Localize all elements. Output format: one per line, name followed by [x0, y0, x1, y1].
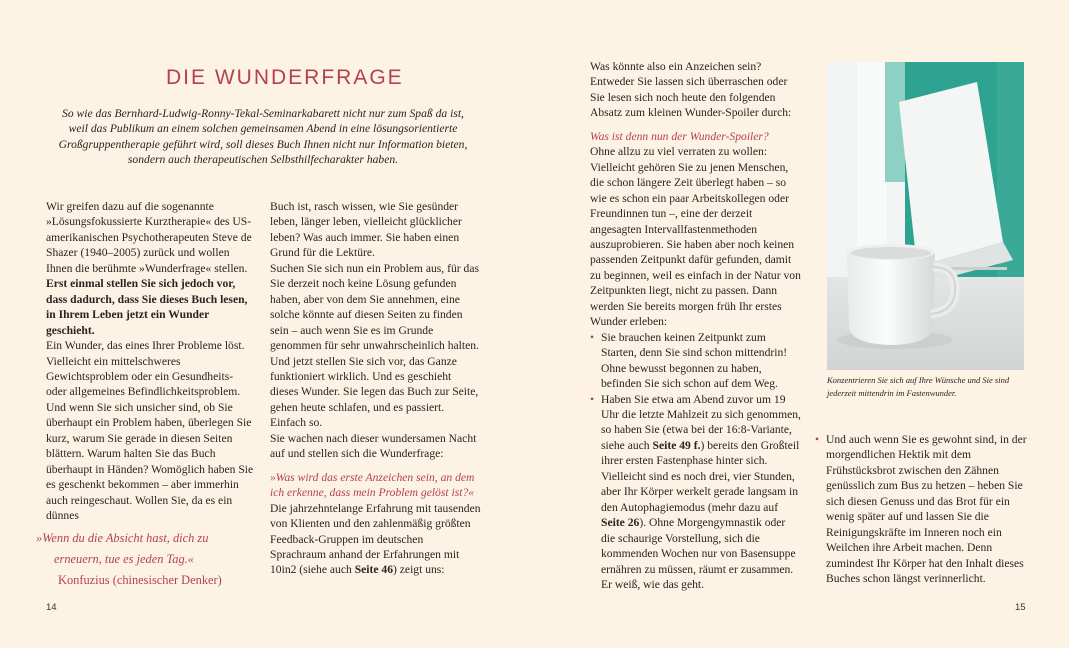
text-column-3 [590, 59, 802, 592]
page-number-right: 15 [1015, 602, 1026, 613]
coffee-cup-photo [827, 62, 1024, 370]
paragraph: Sie wachen nach dieser wundersamen Nacht auf und stellen sich die Wunderfrage: [270, 431, 477, 461]
photo-caption: Konzentrieren Sie sich auf Ihre Wünsche und Sie sind jederzeit mittendrin im Fastenwunder. [827, 375, 1010, 398]
bullet-list [815, 432, 1027, 587]
text-column-2 [270, 199, 482, 578]
question-highlight: »Was wird das erste Anzeichen sein, an dem ich erkenne, dass mein Problem gelöst ist?« [270, 470, 475, 500]
paragraph: Buch ist, rasch wissen, wie Sie gesünder leben, länger leben, vielleicht glücklicher leben? Was auch immer. Sie haben einen Grund für die Lektüre. [270, 200, 462, 260]
list-item: • Haben Sie etwa am Abend zuvor um 19 Uhr die letzte Mahlzeit zu sich genommen, so haben Sie (etwa bei der 16:8-Variante, siehe auch Seite 49 f.) bereits den Großteil ihrer ersten Fastenphase hinter sich. Vielleicht sind es noch drei, vier Stunden, aber Ihr Körper werkelt gerade langsam in den Autophagiemodus (mehr dazu auf Seite 26). Ohne Morgengymnastik oder die schaurige Vorstellung, sich die kommenden Wochen nur von Basensuppe ernähren zu müssen, räumt er zusammen. Er weiß, wie das geht. [590, 392, 802, 593]
page-reference: Seite 46 [354, 563, 394, 577]
bold-paragraph: Erst einmal stellen Sie sich jedoch vor, dass dadurch, dass Sie dieses Buch lesen, in Ihrem Leben jetzt ein Wunder geschieht. [46, 277, 248, 337]
paragraph: Und wenn Sie sich unsicher sind, ob Sie überhaupt ein Problem haben, überlegen Sie kurz, warum Sie gerade in diesen Seiten blättern. Warum halten Sie das Buch überhaupt in Händen? Womöglich haben Sie es geschenkt bekommen – aber immerhin auch reingeschaut. Wollen Sie, da es ein dünnes [46, 400, 254, 523]
paragraph: Die jahrzehntelange Erfahrung mit tausenden von Klienten und den zahlenmäßig größten Feedback-Gruppen im deutschen Sprachraum anhand der Erfahrungen mit 10in2 (siehe auch Seite 46) zeigt uns: [270, 501, 481, 577]
photo-illustration [827, 62, 1024, 370]
list-item: • Und auch wenn Sie es gewohnt sind, in der morgendlichen Hektik mit dem Frühstücksbrot zwischen den Zähnen genüsslich zum Bus zu hetzen – heben Sie sich diesen Genuss und das Brot für ein wenig später auf und lassen Sie die Reinigungskräfte im Inneren noch ein Weilchen ihre Arbeit machen. Denn zumindest Ihr Körper hat den Inhalt dieses Buches schon längst verinnerlicht. [815, 432, 1027, 587]
quote-source: Konfuzius (chinesischer Denker) [58, 573, 222, 587]
chapter-title: DIE WUNDERFRAGE [166, 66, 404, 89]
text-column-1 [46, 199, 256, 524]
list-item: • Sie brauchen keinen Zeitpunkt zum Starten, denn Sie sind schon mittendrin! Ohne bewusst begonnen zu haben, befinden Sie sich schon auf dem Weg. [590, 330, 802, 392]
paragraph: Suchen Sie sich nun ein Problem aus, für das Sie derzeit noch keine Lösung gefunden haben, aber von dem Sie annehmen, eine solche könnte auf diesen Seiten zu finden sein – auch wenn Sie es im Grunde genommen für sehr unwahrscheinlich halten. [270, 261, 479, 353]
paragraph: Ohne allzu zu viel verraten zu wollen: Vielleicht gehören Sie zu jenen Menschen, die schon längere Zeit überlegt haben – so wie es schon ein paar Arbeitskollegen oder Freundinnen tun –, eine der derzeit angesagten Intervallfastenmethoden auszuprobieren. Sie haben aber noch keinen passenden Zeitpunkt dafür gefunden, damit zu beginnen, weil es einfach in der Natur von Zeitpunkten liegt, nicht zu passen. Dann werden Sie bereits morgen früh Ihr erstes Wunder erleben: [590, 145, 801, 329]
page-number-left: 14 [46, 602, 57, 613]
page-reference: Seite 49 f. [652, 438, 701, 452]
section-heading: Was ist denn nun der Wunder-Spoiler? [590, 129, 769, 143]
bullet-list [590, 330, 802, 593]
intro-text: So wie das Bernhard-Ludwig-Ronny-Tekal-Seminarkabarett nicht nur zum Spaß da ist, weil das Publikum an einem solchen gemeinsamen Abend in eine lösungsorientierte Großgruppentherapie geführt wird, soll dieses Buch Ihnen nicht nur Information bieten, sondern auch therapeutischen Selbsthilfecharakter haben. [58, 107, 468, 167]
quote-text-line: erneuern, tue es jeden Tag.« [54, 552, 194, 566]
text-column-4 [815, 432, 1027, 587]
paragraph: Und jetzt stellen Sie sich vor, das Ganze funktioniert wirklich. Und es geschieht dieses Wunder. Sie legen das Buch zur Seite, gehen heute schlafen, und es passiert. Einfach so. [270, 354, 479, 430]
paragraph: Was könnte also ein Anzeichen sein? Entweder Sie lassen sich überraschen oder Sie lesen sich noch heute den folgenden Absatz zum kleinen Wunder-Spoiler durch: [590, 60, 792, 120]
paragraph: Wir greifen dazu auf die sogenannte »Lösungsfokussierte Kurztherapie« des US-amerikanischen Psychotherapeuten Steve de Shazer (1940–2005) zurück und wollen Ihnen die berühmte »Wunderfrage« stellen. [46, 200, 252, 275]
page-reference: Seite 26 [601, 516, 640, 530]
paragraph: Ein Wunder, das eines Ihrer Probleme löst. Vielleicht ein mittelschweres Gewichtsproblem oder ein Gesundheits- oder allgemeines Befindlichkeitsproblem. [46, 339, 245, 399]
quote-block [36, 528, 236, 591]
quote-text-line: »Wenn du die Absicht hast, dich zu [36, 531, 209, 545]
